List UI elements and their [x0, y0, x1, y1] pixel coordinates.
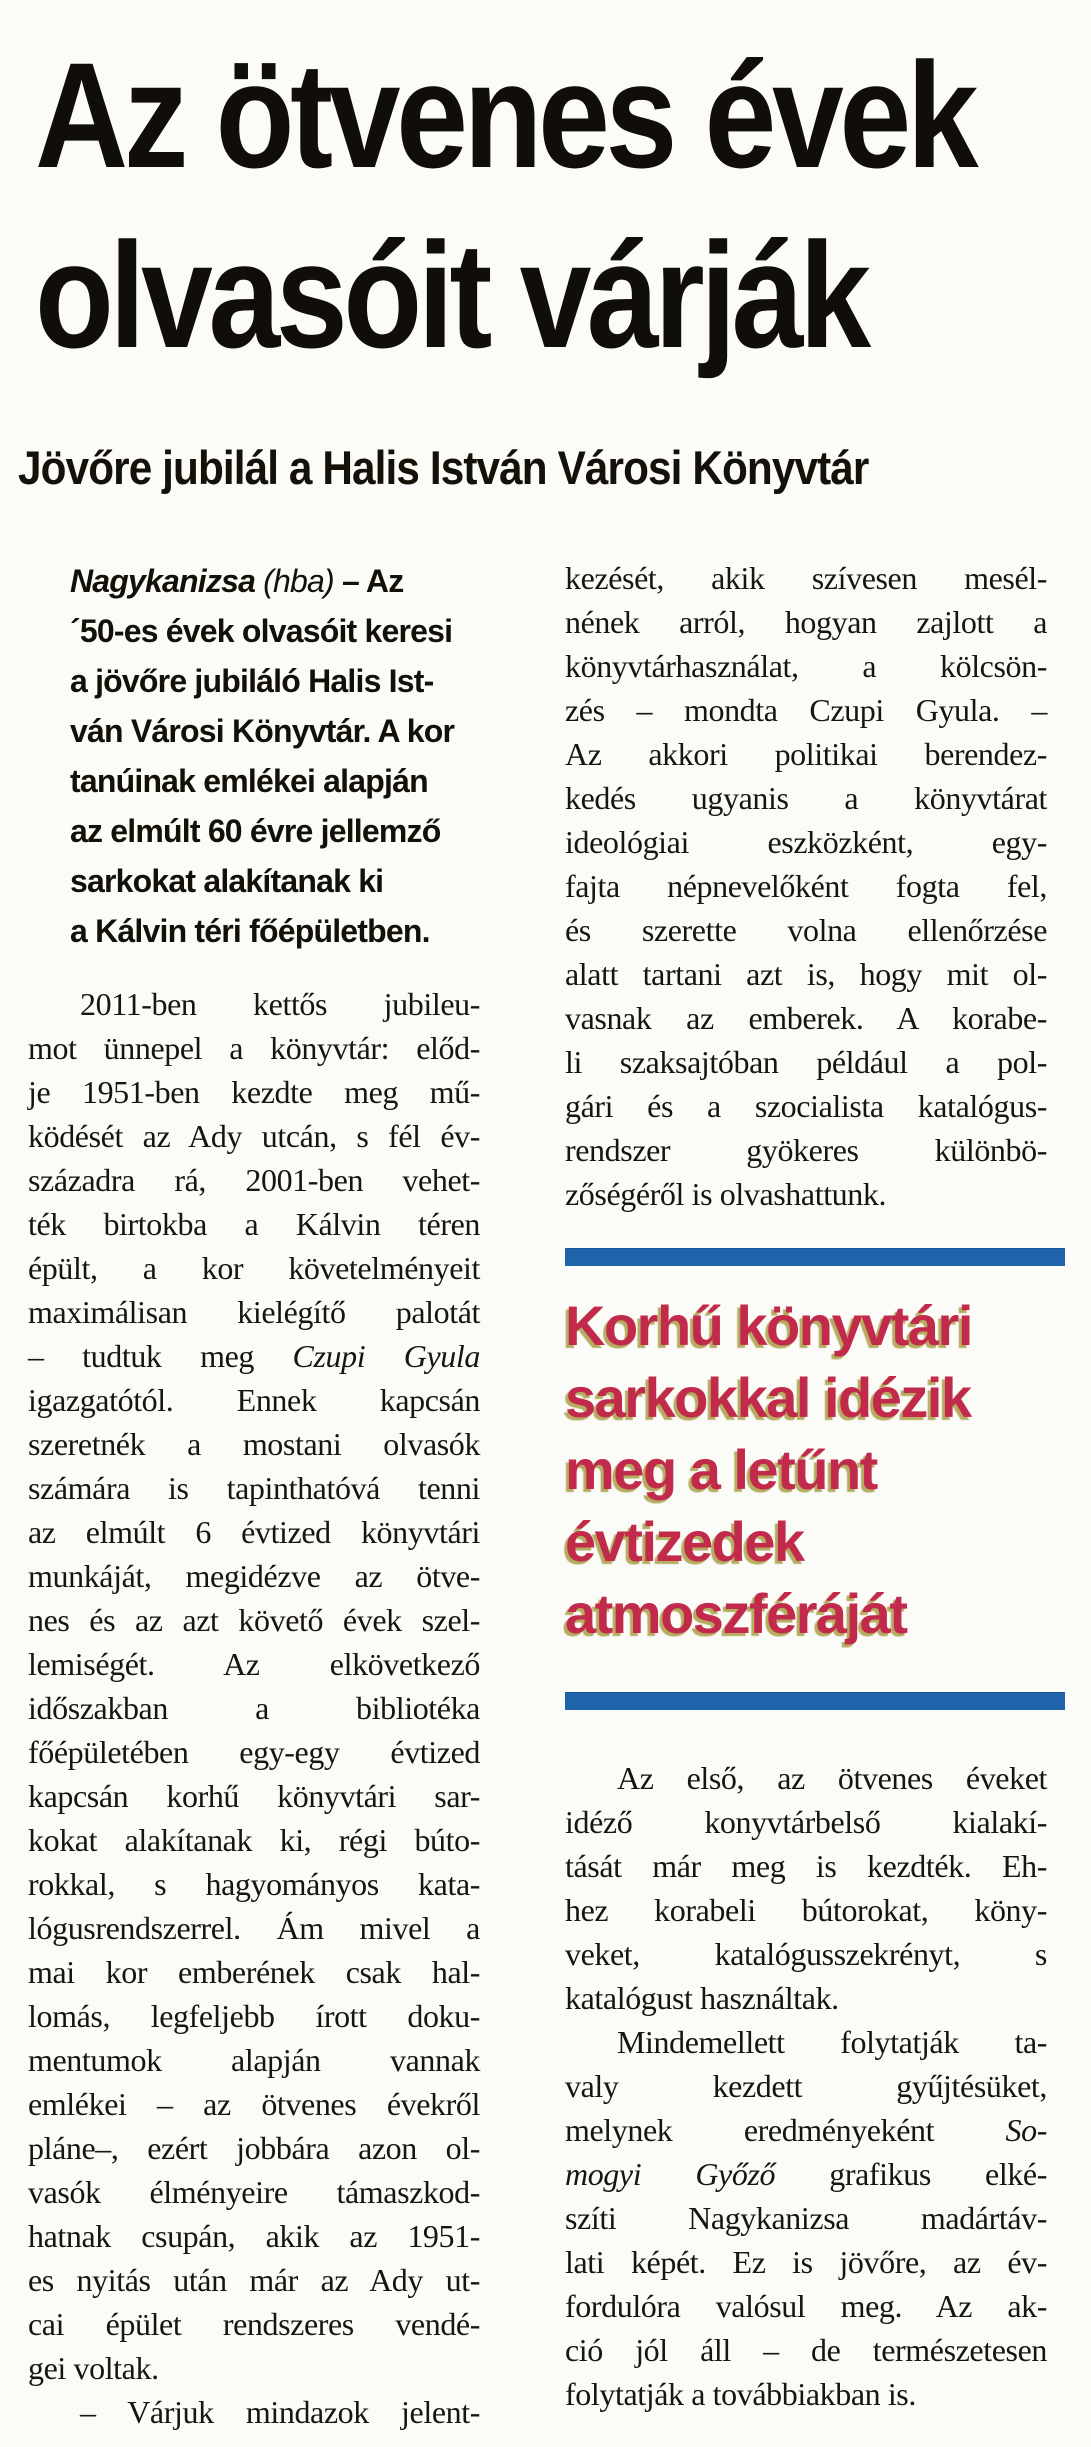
text-line: munkáját, megidézve az ötve-: [28, 1558, 480, 1594]
text-line: ködését az Ady utcán, s fél év-: [28, 1118, 480, 1154]
text-line: Az akkori politikai berendez-: [565, 736, 1047, 772]
pull-quote: [565, 1290, 1047, 1650]
text-line: szeretnék a mostani olvasók: [28, 1426, 480, 1462]
text-line: fordulóra valósul meg. Az ak-: [565, 2288, 1047, 2324]
text-line: könyvtárhasználat, a kölcsön-: [565, 648, 1047, 684]
text-line: veket, katalógusszekrényt, s: [565, 1936, 1047, 1972]
text-line: mogyi Győző grafikus elké-: [565, 2156, 1047, 2192]
text-line: vasnak az emberek. A korabe-: [565, 1000, 1047, 1036]
text-line: hez korabeli bútorokat, köny-: [565, 1892, 1047, 1928]
text-line: – tudtuk meg Czupi Gyula: [28, 1338, 480, 1374]
text-line: mot ünnepel a könyvtár: előd-: [28, 1030, 480, 1066]
text-line: fajta népnevelőként fogta fel,: [565, 868, 1047, 904]
text-line: mentumok alapján vannak: [28, 2042, 480, 2078]
text-line: kokat alakítanak ki, régi búto-: [28, 1822, 480, 1858]
text-line: li szaksajtóban például a pol-: [565, 1044, 1047, 1080]
headline-line-2: olvasóit várják: [35, 211, 867, 379]
text-line: folytatják a továbbiakban is.: [565, 2376, 916, 2412]
text-line: az elmúlt 60 évre jellemző: [70, 813, 441, 849]
text-line: hatnak csupán, akik az 1951-: [28, 2218, 480, 2254]
text-line: lemiségét. Az elkövetkező: [28, 1646, 480, 1682]
text-line: mai kor emberének csak hal-: [28, 1954, 480, 1990]
text-line: ték birtokba a Kálvin téren: [28, 1206, 480, 1242]
article-headline: [35, 25, 1047, 385]
text-line: főépületében egy-egy évtized: [28, 1734, 480, 1770]
body-text-right-bottom: [565, 1756, 1047, 2416]
text-line: sarkokat alakítanak ki: [70, 863, 384, 899]
text-line: ván Városi Könyvtár. A kor: [70, 713, 455, 749]
text-line: ´50-es évek olvasóit keresi: [70, 613, 453, 649]
text-line: igazgatótól. Ennek kapcsán: [28, 1382, 480, 1418]
text-line: lati képét. Ez is jövőre, az év-: [565, 2244, 1047, 2280]
column-left: [28, 556, 480, 2434]
body-text-left: [28, 982, 480, 2434]
text-line: alatt tartani azt is, hogy mit ol-: [565, 956, 1047, 992]
text-line: – Várjuk mindazok jelent-: [80, 2394, 480, 2430]
text-line: valy kezdett gyűjtésüket,: [565, 2068, 1047, 2104]
text-line: kezését, akik szívesen mesél-: [565, 560, 1047, 596]
blue-rule-top: [565, 1248, 1065, 1266]
text-line: gei voltak.: [28, 2350, 159, 2386]
body-text-right-top: [565, 556, 1047, 1216]
text-line: 2011-ben kettős jubileu-: [80, 986, 480, 1022]
text-line: és szerette volna ellenőrzése: [565, 912, 1047, 948]
text-line: katalógust használtak.: [565, 1980, 839, 2016]
text-line: századra rá, 2001-ben vehet-: [28, 1162, 480, 1198]
text-line: pláne–, ezért jobbára azon ol-: [28, 2130, 480, 2166]
article-subtitle: Jövőre jubilál a Halis István Városi Könyvtár: [18, 441, 869, 494]
blue-rule-bottom: [565, 1692, 1065, 1710]
text-line: tását már meg is kezdték. Eh-: [565, 1848, 1047, 1884]
text-line: nes és az azt követő évek szel-: [28, 1602, 480, 1638]
text-line: vasók élményeire támaszkod-: [28, 2174, 480, 2210]
text-line: Az első, az ötvenes éveket: [617, 1760, 1047, 1796]
article-columns: [28, 556, 1047, 2434]
text-line: gári és a szocialista katalógus-: [565, 1088, 1047, 1124]
text-line: idéző konyvtárbelső kialakí-: [565, 1804, 1047, 1840]
lead-paragraph: [70, 556, 480, 956]
text-line: az elmúlt 6 évtized könyvtári: [28, 1514, 480, 1550]
pull-quote-line: Korhű könyvtári: [565, 1294, 972, 1357]
text-line: ció jól áll – de természetesen: [565, 2332, 1047, 2368]
text-line: a jövőre jubiláló Halis Ist-: [70, 663, 434, 699]
text-line: Nagykanizsa (hba) – Az: [70, 563, 404, 599]
pull-quote-line: sarkokkal idézik: [565, 1366, 971, 1429]
text-line: es nyitás után már az Ady ut-: [28, 2262, 480, 2298]
text-line: a Kálvin téri főépületben.: [70, 913, 430, 949]
text-line: emlékei – az ötvenes évekről: [28, 2086, 480, 2122]
text-line: maximálisan kielégítő palotát: [28, 1294, 480, 1330]
text-line: nének arról, hogyan zajlott a: [565, 604, 1047, 640]
pull-quote-line: meg a letűnt: [565, 1438, 877, 1501]
text-line: számára is tapinthatóvá tenni: [28, 1470, 480, 1506]
text-line: lomás, legfeljebb írott doku-: [28, 1998, 480, 2034]
text-line: szíti Nagykanizsa madártáv-: [565, 2200, 1047, 2236]
text-line: rokkal, s hagyományos kata-: [28, 1866, 480, 1902]
pull-quote-line: atmoszféráját: [565, 1582, 907, 1645]
text-line: rendszer gyökeres különbö-: [565, 1132, 1047, 1168]
text-line: zőségéről is olvashattunk.: [565, 1176, 887, 1212]
text-line: tanúinak emlékei alapján: [70, 763, 428, 799]
pull-quote-line: évtizedek: [565, 1510, 804, 1573]
text-line: kapcsán korhű könyvtári sar-: [28, 1778, 480, 1814]
column-right: [565, 556, 1047, 2434]
text-line: kedés ugyanis a könyvtárat: [565, 780, 1047, 816]
text-line: épült, a kor követelményeit: [28, 1250, 480, 1286]
text-line: ideológiai eszközként, egy-: [565, 824, 1047, 860]
text-line: zés – mondta Czupi Gyula. –: [565, 692, 1047, 728]
headline-line-1: Az ötvenes évek: [35, 31, 975, 199]
text-line: melynek eredményeként So-: [565, 2112, 1047, 2148]
text-line: lógusrendszerrel. Ám mivel a: [28, 1910, 480, 1946]
text-line: je 1951-ben kezdte meg mű-: [28, 1074, 480, 1110]
text-line: cai épület rendszeres vendé-: [28, 2306, 480, 2342]
text-line: Mindemellett folytatják ta-: [617, 2024, 1047, 2060]
text-line: időszakban a bibliotéka: [28, 1690, 480, 1726]
